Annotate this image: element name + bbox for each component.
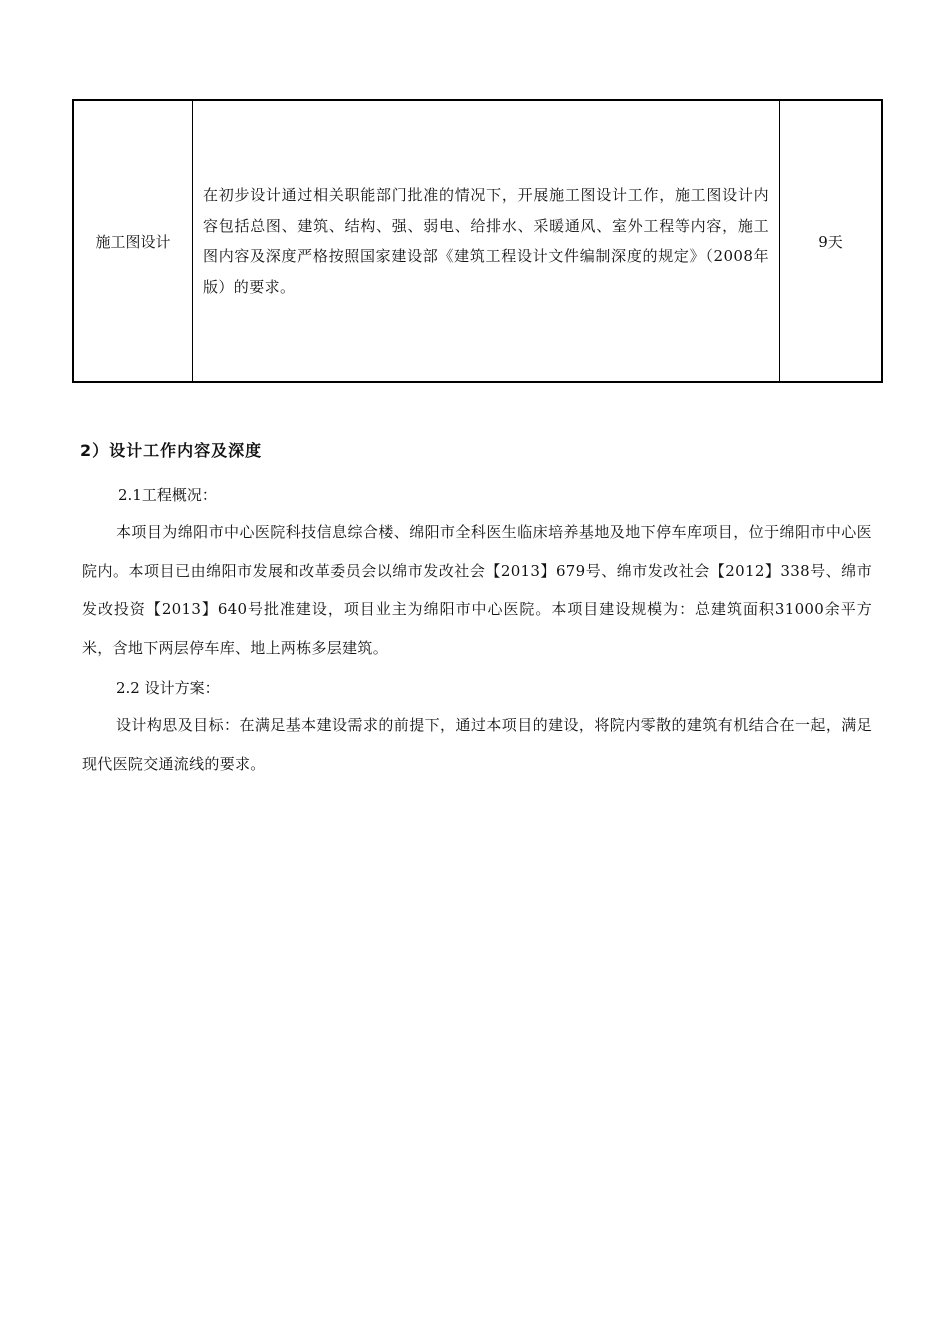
content-cell: 在初步设计通过相关职能部门批准的情况下，开展施工图设计工作，施工图设计内容包括总图、建筑、结构、强、弱电、给排水、采暖通风、室外工程等内容，施工图内容及深度严格按照国家建设部《建筑工程设计文件编制深度的规定》（2008年版）的要求。 (193, 100, 780, 382)
section-heading: 2）设计工作内容及深度 (80, 441, 263, 460)
overview-title: 2.1工程概况： (118, 486, 217, 504)
scheme-title: 2.2 设计方案： (116, 679, 220, 697)
duration-cell: 9天 (780, 100, 883, 382)
design-schedule-table (72, 99, 883, 383)
scheme-paragraph: 设计构思及目标：在满足基本建设需求的前提下，通过本项目的建设，将院内零散的建筑有机结合在一起，满足现代医院交通流线的要求。 (82, 716, 872, 773)
phase-cell: 施工图设计 (73, 100, 193, 382)
overview-paragraph: 本项目为绵阳市中心医院科技信息综合楼、绵阳市全科医生临床培养基地及地下停车库项目，位于绵阳市中心医院内。本项目已由绵阳市发展和改革委员会以绵市发改社会【2013】679号、绵市发改社会【2012】338号、绵市发改投资【2013】640号批准建设，项目业主为绵阳市中心医院。本项目建设规模为：总建筑面积31000余平方米，含地下两层停车库、地上两栋多层建筑。 (82, 523, 872, 657)
table-row (73, 100, 882, 382)
